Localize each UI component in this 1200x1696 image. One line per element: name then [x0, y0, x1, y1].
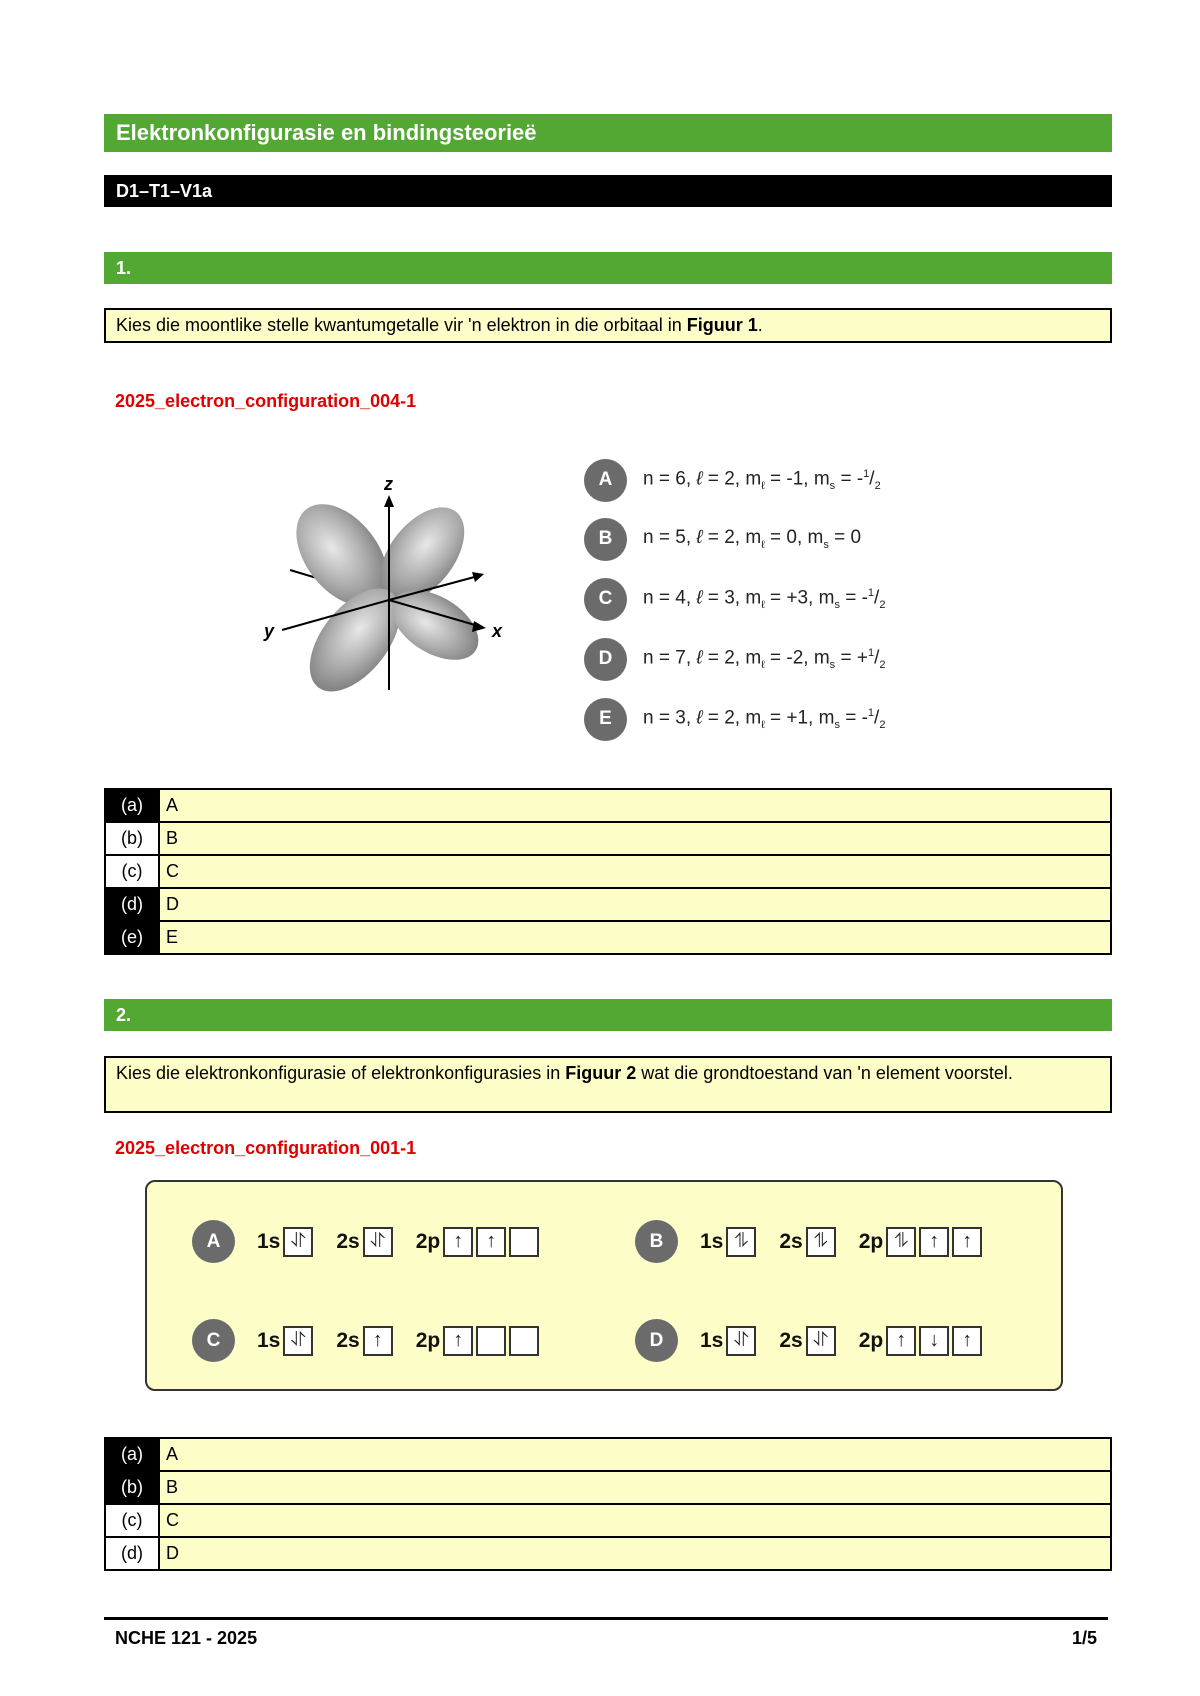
- option-letter-badge: B: [584, 518, 627, 561]
- orbital-box: [476, 1326, 506, 1356]
- spin-numerator: 1: [867, 706, 875, 719]
- orbital-box: ↑: [443, 1326, 473, 1356]
- option-letter-badge: D: [584, 638, 627, 681]
- option-letter-badge: C: [584, 578, 627, 621]
- spin-sign: -: [861, 587, 868, 609]
- axis-label-x: x: [492, 621, 503, 641]
- orbital-box: [509, 1326, 539, 1356]
- answer-value: D: [159, 888, 1111, 921]
- configuration-a: [192, 1220, 542, 1263]
- orbital-box: ↑: [952, 1326, 982, 1356]
- quantum-value-n: 7: [675, 647, 686, 669]
- spin-sign: +: [856, 647, 868, 669]
- answer-value: D: [159, 1537, 1111, 1570]
- answer-label: (e): [105, 921, 159, 954]
- configuration-d: [635, 1319, 985, 1362]
- orbital-diagram: [250, 475, 520, 715]
- configuration-b: [635, 1220, 985, 1263]
- quantum-value-ml: -2: [786, 647, 804, 669]
- option-letter-badge: A: [584, 459, 627, 502]
- configuration-c: [192, 1319, 542, 1362]
- orbital-level-label: 2p: [415, 1328, 441, 1352]
- orbital-box: ↑: [952, 1227, 982, 1257]
- answer-label: (a): [105, 1438, 159, 1471]
- option-quantum-numbers: n = 7, ℓ = 2, $m_\ell = -2$, $m_s = +^1/_2$: [643, 646, 886, 672]
- option-quantum-numbers: n = 3, ℓ = 2, $m_\ell = +1$, $m_s = -^1/_2$: [643, 706, 886, 732]
- answer-value: A: [159, 789, 1111, 822]
- question-1-text: Kies die moontlike stelle kwantumgetalle vir 'n elektron in die orbitaal in Figuur 1.: [104, 308, 1112, 343]
- orbital-level-label: 1s: [700, 1229, 724, 1253]
- orbital-box: ⥮: [886, 1227, 916, 1257]
- orbital-level-label: 2p: [415, 1229, 441, 1253]
- orbital-box: ↑: [476, 1227, 506, 1257]
- orbital-level-label: 2s: [336, 1229, 360, 1253]
- answer-table-2: [104, 1437, 1112, 1571]
- orbital-level-label: 2s: [336, 1328, 360, 1352]
- figure-1-id: 2025_electron_configuration_004-1: [115, 391, 417, 411]
- answer-value: B: [159, 822, 1111, 855]
- figure-2-id: 2025_electron_configuration_001-1: [115, 1138, 417, 1158]
- orbital-box: ↓: [919, 1326, 949, 1356]
- orbital-level-label: 1s: [257, 1328, 281, 1352]
- section-title: Elektronkonfigurasie en bindingsteorieë: [104, 114, 1112, 152]
- spin-numerator: 1: [867, 646, 875, 659]
- configuration-letter-badge: C: [192, 1319, 235, 1362]
- option-row: [584, 697, 885, 741]
- answer-label: (d): [105, 1537, 159, 1570]
- quantum-value-ml: -1: [786, 468, 804, 490]
- answer-row[interactable]: [105, 789, 1111, 822]
- option-row: [584, 458, 881, 502]
- orbital-level-label: 2s: [779, 1328, 803, 1352]
- quantum-value-ml: +3: [786, 587, 809, 609]
- answer-row[interactable]: [105, 888, 1111, 921]
- option-quantum-numbers: n = 6, ℓ = 2, $m_\ell = -1$, $m_s = -^1/_2$: [643, 467, 881, 493]
- spin-sign: -: [861, 707, 868, 729]
- answer-label: (a): [105, 789, 159, 822]
- orbital-box: ⥯: [806, 1326, 836, 1356]
- footer-divider: [104, 1617, 1108, 1620]
- orbital-box: ⥯: [283, 1227, 313, 1257]
- quantum-value-l: 2: [724, 647, 735, 669]
- answer-label: (c): [105, 1504, 159, 1537]
- quantum-value-ms: 0: [850, 527, 862, 549]
- orbital-level-label: 2s: [779, 1229, 803, 1253]
- orbital-box: ↑: [919, 1227, 949, 1257]
- axis-label-z: z: [384, 475, 393, 494]
- orbital-box: ↑: [363, 1326, 393, 1356]
- footer-course: NCHE 121 - 2025: [115, 1628, 258, 1648]
- quantum-value-l: 2: [724, 707, 735, 729]
- answer-row[interactable]: [105, 1471, 1111, 1504]
- orbital-box: ⥯: [363, 1227, 393, 1257]
- answer-value: C: [159, 1504, 1111, 1537]
- answer-value: A: [159, 1438, 1111, 1471]
- answer-value: E: [159, 921, 1111, 954]
- answer-value: B: [159, 1471, 1111, 1504]
- question-2-text: Kies die elektronkonfigurasie of elektronkonfigurasies in Figuur 2 wat die grondtoestand van 'n element voorstel.: [104, 1056, 1112, 1113]
- spin-sign: -: [856, 468, 864, 490]
- quantum-value-l: 3: [724, 587, 735, 609]
- orbital-box: ↑: [886, 1326, 916, 1356]
- spin-denominator: 2: [879, 719, 886, 732]
- footer-page-number: 1/5: [1071, 1628, 1097, 1648]
- spin-numerator: 1: [867, 586, 875, 599]
- answer-row[interactable]: [105, 855, 1111, 888]
- axis-label-y: y: [264, 621, 275, 641]
- orbital-box: ⥮: [806, 1227, 836, 1257]
- answer-label: (d): [105, 888, 159, 921]
- orbital-box: ↑: [443, 1227, 473, 1257]
- spin-denominator: 2: [879, 599, 886, 612]
- orbital-level-label: 2p: [858, 1229, 884, 1253]
- quantum-value-n: 3: [675, 707, 686, 729]
- answer-label: (b): [105, 1471, 159, 1504]
- orbital-level-label: 1s: [700, 1328, 724, 1352]
- option-row: [584, 637, 885, 681]
- orbital-level-label: 1s: [257, 1229, 281, 1253]
- answer-row[interactable]: [105, 1438, 1111, 1471]
- quantum-value-ml: 0: [786, 527, 797, 549]
- configuration-letter-badge: D: [635, 1319, 678, 1362]
- option-quantum-numbers: n = 4, ℓ = 3, $m_\ell = +3$, $m_s = -^1/_2$: [643, 586, 886, 612]
- question-2-number: 2.: [104, 999, 1112, 1031]
- spin-denominator: 2: [874, 480, 881, 493]
- answer-label: (c): [105, 855, 159, 888]
- orbital-box: ⥮: [726, 1227, 756, 1257]
- section-code: D1–T1–V1a: [104, 175, 1112, 207]
- answer-row[interactable]: [105, 1537, 1111, 1570]
- quantum-value-ml: +1: [786, 707, 809, 729]
- answer-value: C: [159, 855, 1111, 888]
- quantum-value-l: 2: [724, 527, 735, 549]
- quantum-value-n: 5: [675, 527, 686, 549]
- option-row: [584, 517, 861, 561]
- answer-row[interactable]: [105, 921, 1111, 954]
- spin-numerator: 1: [863, 467, 870, 480]
- answer-row[interactable]: [105, 1504, 1111, 1537]
- quantum-value-n: 6: [675, 468, 686, 490]
- quantum-value-l: 2: [724, 468, 735, 490]
- answer-label: (b): [105, 822, 159, 855]
- option-row: [584, 577, 885, 621]
- configuration-letter-badge: B: [635, 1220, 678, 1263]
- electron-configuration-figure: [145, 1180, 1063, 1391]
- quantum-value-n: 4: [675, 587, 686, 609]
- orbital-box: ⥯: [726, 1326, 756, 1356]
- option-quantum-numbers: n = 5, ℓ = 2, $m_\ell = 0$, $m_s = 0$: [643, 527, 862, 551]
- configuration-letter-badge: A: [192, 1220, 235, 1263]
- orbital-box: ⥯: [283, 1326, 313, 1356]
- answer-row[interactable]: [105, 822, 1111, 855]
- question-1-number: 1.: [104, 252, 1112, 284]
- orbital-box: [509, 1227, 539, 1257]
- spin-denominator: 2: [879, 659, 886, 672]
- option-letter-badge: E: [584, 698, 627, 741]
- orbital-level-label: 2p: [858, 1328, 884, 1352]
- answer-table-1: [104, 788, 1112, 955]
